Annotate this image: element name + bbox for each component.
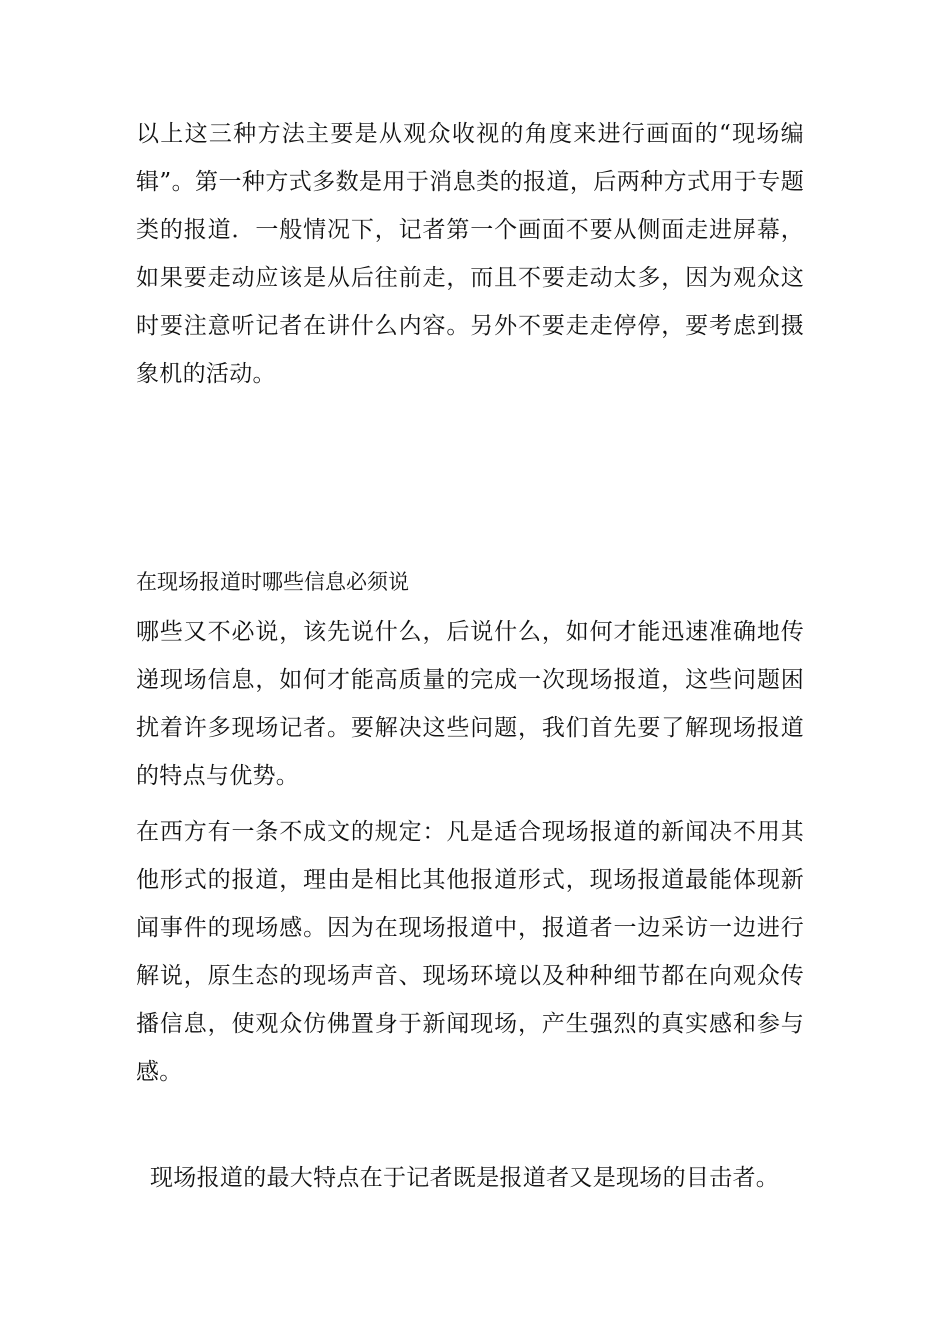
paragraph-reporting-questions: 哪些又不必说，该先说什么，后说什么，如何才能迅速准确地传递现场信息，如何才能高质量的完成一次现场报道，这些问题困扰着许多现场记者。要解决这些问题，我们首先要了解现场报道的特点与优势。: [136, 619, 804, 789]
paragraph-camera-editing: 以上这三种方法主要是从观众收视的角度来进行画面的“现场编辑”。第一种方式多数是用于消息类的报道，后两种方式用于专题类的报道．一般情况下，记者第一个画面不要从侧面走进屏幕，如果要走动应该是从后往前走，而且不要走动太多，因为观众这时要注意听记者在讲什么内容。另外不要走走停停，要考虑到摄象机的活动。: [136, 121, 804, 387]
paragraph-western-rule: 在西方有一条不成文的规定：凡是适合现场报道的新闻决不用其他形式的报道，理由是相比其他报道形式，现场报道最能体现新闻事件的现场感。因为在现场报道中，报道者一边采访一边进行解说，原生态的现场声音、现场环境以及种种细节都在向观众传播信息，使观众仿佛置身于新闻现场，产生强烈的真实感和参与感。: [136, 819, 804, 1085]
paragraph-key-feature: 现场报道的最大特点在于记者既是报道者又是现场的目击者。: [150, 1165, 780, 1191]
section-heading: 在现场报道时哪些信息必须说: [136, 570, 409, 594]
